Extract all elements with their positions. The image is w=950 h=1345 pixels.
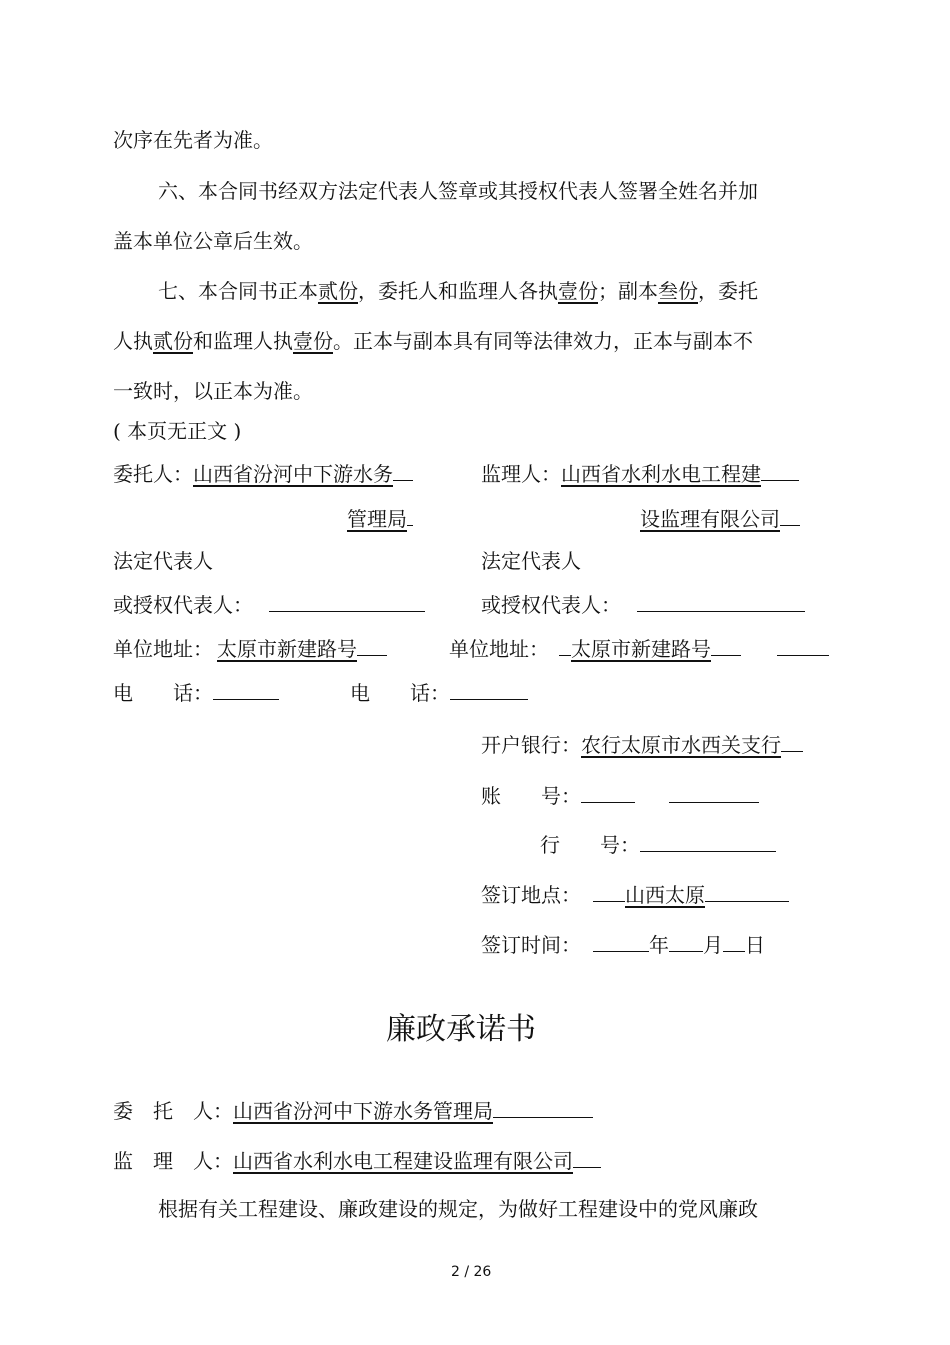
supervisor-bank-no-label: 行 号： [540, 833, 640, 857]
pledge-supervisor-blank [573, 1149, 601, 1168]
clause-seven-num4: 贰份 [153, 329, 193, 353]
client-auth-label: 或授权代表人： [113, 593, 253, 617]
client-name-blank [393, 462, 413, 481]
supervisor-label: 监理人： [481, 462, 561, 486]
supervisor-auth-row [481, 592, 805, 618]
signing-month-blank [669, 933, 703, 952]
clause-seven-line2-b: 和监理人执 [193, 329, 293, 353]
supervisor-bank: 农行太原市水西关支行 [581, 733, 781, 757]
clause-six-line1: 六、本合同书经双方法定代表人签章或其授权代表人签署全姓名并加 [158, 179, 758, 203]
client-phone-label: 电 话： [113, 681, 213, 705]
clause-seven-a: 七、本合同书正本 [158, 279, 318, 303]
clause-seven-num1: 贰份 [318, 279, 358, 303]
pledge-client-label: 委 托 人： [113, 1099, 233, 1123]
signing-time-row [481, 932, 765, 958]
client-address-blank [357, 637, 387, 656]
supervisor-name-line2: 设监理有限公司 [640, 507, 780, 531]
client-address: 太原市新建路号 [217, 637, 357, 661]
pledge-client-blank [493, 1099, 593, 1118]
signing-day: 日 [745, 933, 765, 957]
pledge-title: 廉政承诺书 [386, 1012, 536, 1047]
supervisor-bank-blank [781, 733, 803, 752]
supervisor-address-row [449, 636, 829, 662]
supervisor-address-label: 单位地址： [449, 637, 549, 661]
supervisor-name-line2-blank [780, 507, 800, 526]
client-address-row [113, 636, 387, 662]
client-row [113, 461, 413, 487]
clause-seven-line2 [113, 328, 753, 354]
signing-month: 月 [703, 933, 723, 957]
signing-place-label: 签订地点： [481, 883, 581, 907]
supervisor-bank-label: 开户银行： [481, 733, 581, 757]
supervisor-auth-blank [637, 593, 805, 612]
clause-seven-c: ；副本 [598, 279, 658, 303]
signing-time-label: 签订时间： [481, 933, 581, 957]
pledge-client-name: 山西省汾河中下游水务管理局 [233, 1099, 493, 1123]
supervisor-phone-blank [450, 681, 528, 700]
client-name-line2-blank [407, 507, 413, 526]
page-number: 2 / 26 [451, 1264, 492, 1280]
supervisor-account-label: 账 号： [481, 784, 581, 808]
supervisor-phone-row [350, 680, 528, 706]
client-auth-row [113, 592, 425, 618]
clause-seven-line3: 一致时，以正本为准。 [113, 379, 313, 403]
clause-seven-b: ，委托人和监理人各执 [358, 279, 558, 303]
client-auth-blank [269, 593, 425, 612]
client-name-line1: 山西省汾河中下游水务 [193, 462, 393, 486]
supervisor-address-extra-blank [777, 637, 829, 656]
signing-place-blank [705, 883, 789, 902]
supervisor-address-blank [711, 637, 741, 656]
signing-place-row [481, 882, 789, 908]
supervisor-bank-row [481, 732, 803, 758]
no-text-note: ( 本页无正文 ) [113, 419, 242, 443]
supervisor-row [481, 461, 799, 487]
clause-six-line2: 盖本单位公章后生效。 [113, 229, 313, 253]
pledge-supervisor-name: 山西省水利水电工程建设监理有限公司 [233, 1149, 573, 1173]
clause-seven-num5: 壹份 [293, 329, 333, 353]
signing-year-blank [593, 933, 649, 952]
supervisor-auth-label: 或授权代表人： [481, 593, 621, 617]
supervisor-account-blank1 [581, 784, 635, 803]
pledge-supervisor-row [113, 1148, 601, 1174]
supervisor-bank-no-blank [640, 833, 776, 852]
supervisor-rep-label: 法定代表人 [481, 549, 581, 573]
supervisor-account-blank2 [669, 784, 759, 803]
client-rep-label: 法定代表人 [113, 549, 213, 573]
pledge-client-row [113, 1098, 593, 1124]
client-name-line2: 管理局 [347, 507, 407, 531]
signing-place: 山西太原 [625, 883, 705, 907]
signing-day-blank [723, 933, 745, 952]
pledge-intro: 根据有关工程建设、廉政建设的规定，为做好工程建设中的党风廉政 [158, 1197, 758, 1221]
client-phone-row [113, 680, 279, 706]
supervisor-name-line1: 山西省水利水电工程建 [561, 462, 761, 486]
clause-seven-line2-a: 人执 [113, 329, 153, 353]
clause-prev-tail: 次序在先者为准。 [113, 128, 273, 152]
clause-seven-num3: 叁份 [658, 279, 698, 303]
client-address-label: 单位地址： [113, 637, 213, 661]
supervisor-phone-label: 电 话： [350, 681, 450, 705]
clause-seven-line2-c: 。正本与副本具有同等法律效力，正本与副本不 [333, 329, 753, 353]
client-phone-blank [213, 681, 279, 700]
clause-seven-num2: 壹份 [558, 279, 598, 303]
supervisor-account-row [481, 783, 759, 809]
supervisor-name-line2-row [640, 506, 800, 532]
client-name-line2-row [347, 506, 413, 532]
signing-year: 年 [649, 933, 669, 957]
clause-seven-line1 [158, 278, 758, 304]
supervisor-bank-no-row [540, 832, 776, 858]
clause-seven-d: ，委托 [698, 279, 758, 303]
supervisor-name-blank [761, 462, 799, 481]
pledge-supervisor-label: 监 理 人： [113, 1149, 233, 1173]
supervisor-address: 太原市新建路号 [571, 637, 711, 661]
client-label: 委托人： [113, 462, 193, 486]
